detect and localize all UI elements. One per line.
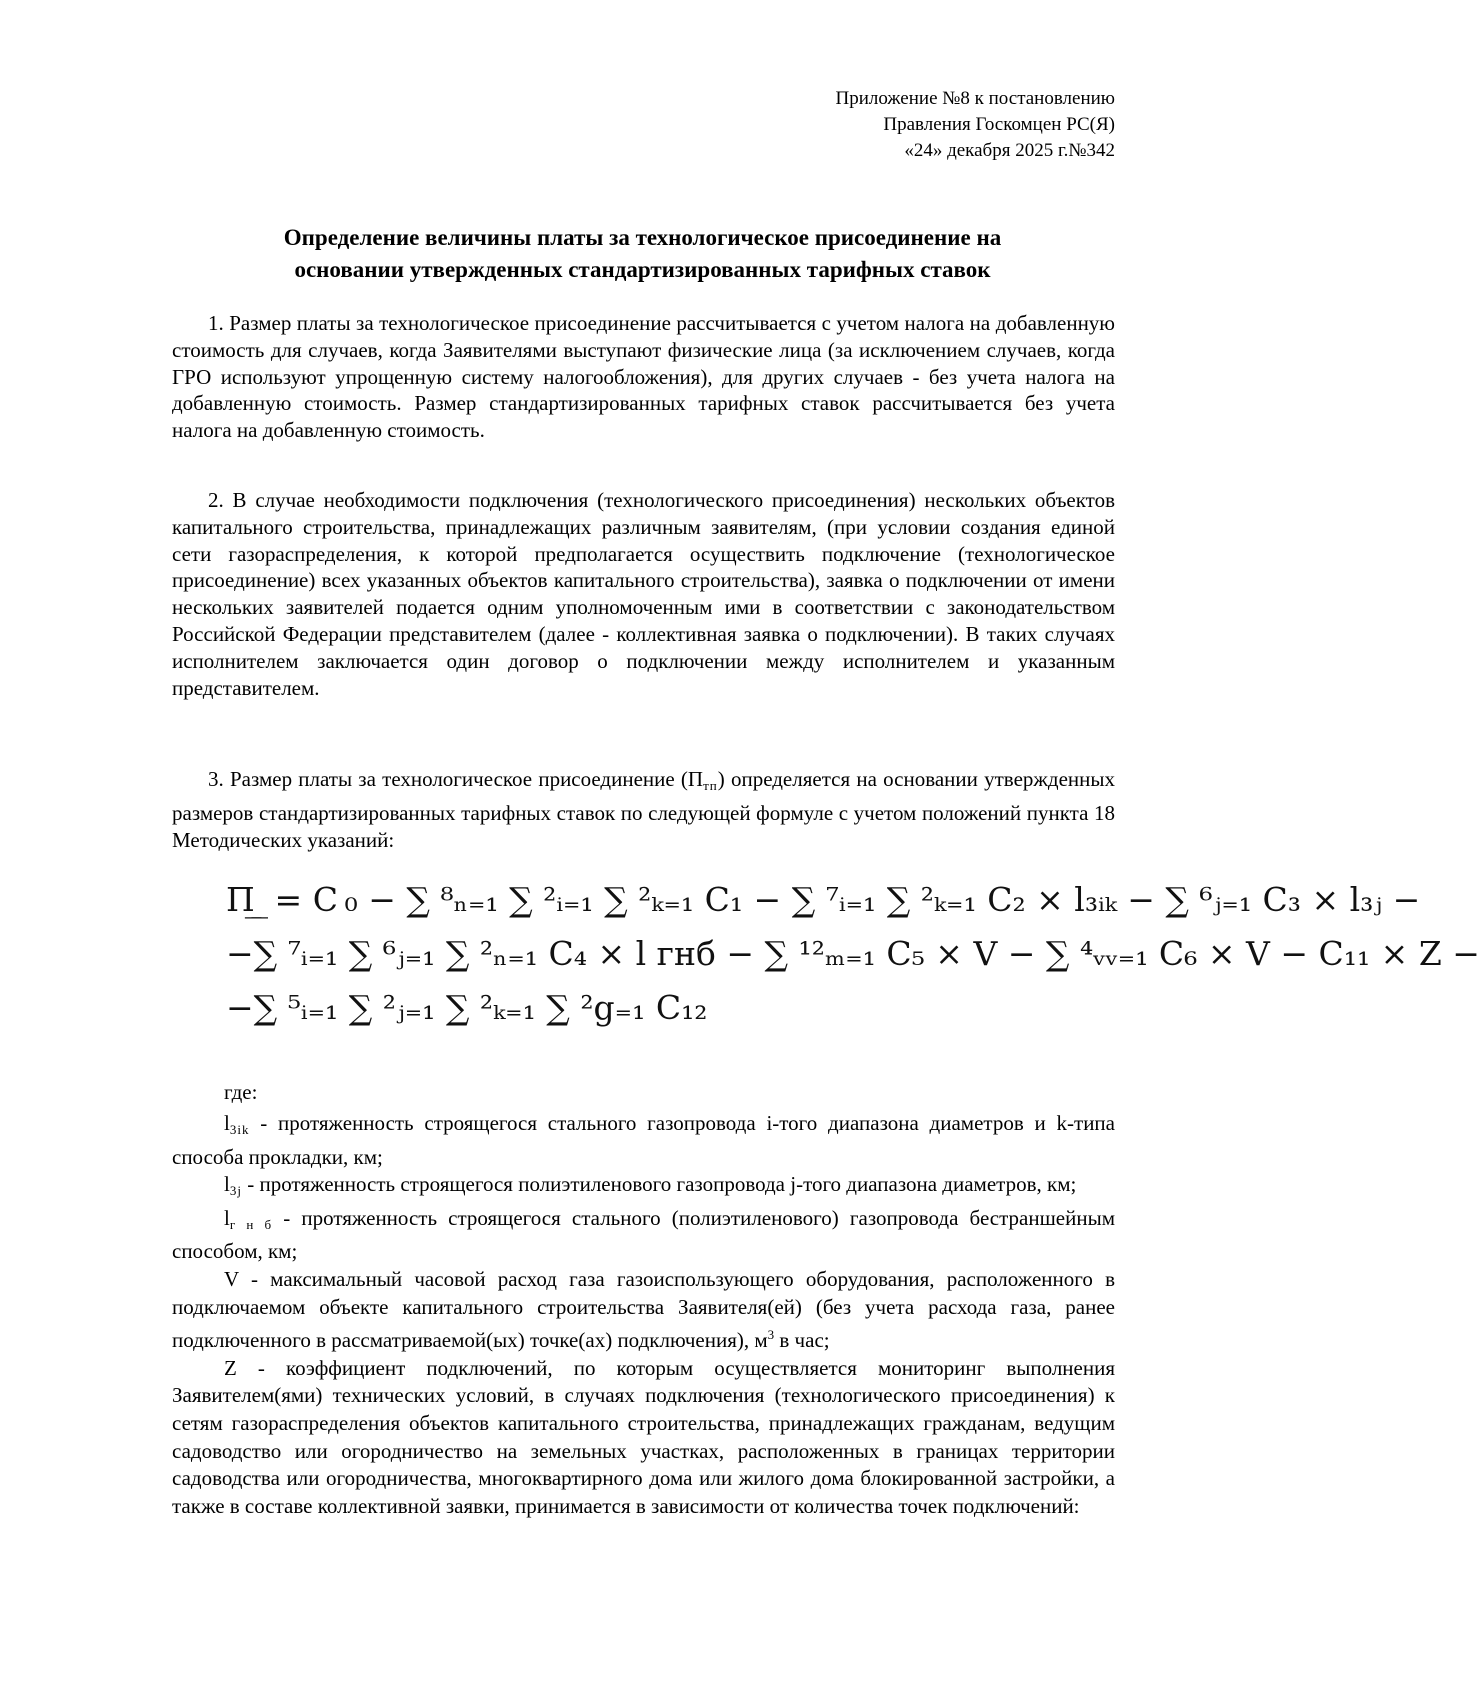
where-label: где: xyxy=(224,1080,258,1104)
definition-l3j-text: - протяженность строящегося полиэтиленового газопровода j-того диапазона диаметров, км; xyxy=(241,1172,1077,1197)
formula-line-1: П ̲ ̲ = C ₀ − ∑ ⁸ₙ₌₁ ∑ ²ᵢ₌₁ ∑ ²ₖ₌₁ C₁ − ∑ ⁷ᵢ₌₁ ∑ ²ₖ₌₁ C₂ × l₃ᵢₖ − ∑ ⁶ⱼ₌₁ C₃ × l₃ⱼ − xyxy=(226,880,1421,919)
definition-lgnb-symbol: l xyxy=(224,1205,230,1230)
appendix-header xyxy=(555,86,1115,164)
section-2 xyxy=(172,487,1115,701)
definition-l3ik xyxy=(172,1110,1115,1171)
definition-z xyxy=(172,1355,1115,1521)
definition-l3ik-text: - протяженность строящегося стального газопровода i-того диапазона диаметров и k-типа способа прокладки, км; xyxy=(172,1111,1115,1169)
definition-l3ik-subscript: 3ik xyxy=(229,1122,250,1137)
definition-l3ik-symbol: l xyxy=(224,1111,230,1135)
definition-v xyxy=(172,1266,1115,1355)
section-3-text-end: ) определяется на основании утвержденных размеров стандартизированных тарифных ставок по следующей формуле с учетом положений пункта 18 Методических указаний: xyxy=(172,767,1115,852)
title-line-1: Определение величины платы за технологическое присоединение на xyxy=(283,225,1002,250)
definition-v-text: V - максимальный часовой расход газа газоиспользующего оборудования, расположенного в подключаемом объекте капитального строительства Заявителя(ей) (без учета расхода газа, ранее подключенного в рассматриваемой(ых) точке(ах) подключения), м xyxy=(172,1266,1115,1353)
header-line-1: Приложение №8 к постановлению xyxy=(835,88,1115,109)
definition-z-text: Z - коэффициент подключений, по которым осуществляется мониторинг выполнения Заявителем(ями) технических условий, в случаях подключения (технологического присоединения) к сетям газораспределения объектов капитального строительства, принадлежащих гражданам, ведущим садоводство или огородничество на земельных участках, расположенных в границах территории садоводства или огородничества, многоквартирного дома или жилого дома блокированной застройки, а также в составе коллективной заявки, принимается в зависимости от количества точек подключений: xyxy=(172,1355,1115,1518)
header-line-2: Правления Госкомцен РС(Я) xyxy=(883,114,1115,135)
fee-formula xyxy=(226,874,1480,1036)
section-2-text: 2. В случае необходимости подключения (технологического присоединения) нескольких объектов капитального строительства, принадлежащих различным заявителям, (при условии создания единой сети газораспределения, к которой предполагается осуществить подключение (технологическое присоединение) всех указанных объектов капитального строительства), заявка о подключении от имени нескольких заявителей подается одним уполномоченным ими в соответствии с законодательством Российской Федерации представителем (далее - коллективная заявка о подключении). В таких случаях исполнителем заключается один договор о подключении между исполнителем и указанным представителем. xyxy=(172,488,1115,700)
formula-line-2: −∑ ⁷ᵢ₌₁ ∑ ⁶ⱼ₌₁ ∑ ²ₙ₌₁ C₄ × l гнб − ∑ ¹²ₘ₌₁ C₅ × V − ∑ ⁴ᵥᵥ₌₁ C₆ × V − C₁₁ × Z − xyxy=(226,934,1480,973)
definitions-list xyxy=(172,1110,1115,1520)
section-3-text-start: 3. Размер платы за технологическое присоединение (П xyxy=(208,767,704,791)
definition-lgnb-text: - протяженность строящегося стального (полиэтиленового) газопровода бестраншейным способом, км; xyxy=(172,1205,1115,1264)
formula-line-3: −∑ ⁵ᵢ₌₁ ∑ ²ⱼ₌₁ ∑ ²ₖ₌₁ ∑ ²g₌₁ C₁₂ xyxy=(226,988,708,1027)
definition-l3j-symbol: l xyxy=(224,1172,230,1197)
header-line-3: «24» декабря 2025 г.№342 xyxy=(904,140,1115,161)
section-3-text xyxy=(172,766,1115,853)
definition-l3j-subscript: 3j xyxy=(229,1183,242,1199)
section-3 xyxy=(172,766,1115,853)
definition-v-superscript: 3 xyxy=(767,1327,775,1343)
definition-l3j xyxy=(172,1171,1115,1205)
section-1-text: 1. Размер платы за технологическое присоединение рассчитывается с учетом налога на добавленную стоимость для случаев, когда Заявителями выступают физические лица (за исключением случаев, когда ГРО используют упрощенную систему налогообложения), для других случаев - без учета налога на добавленную стоимость. Размер стандартизированных тарифных ставок рассчитывается без учета налога на добавленную стоимость. xyxy=(172,311,1115,443)
title-line-2: основании утвержденных стандартизированных тарифных ставок xyxy=(294,257,991,282)
definition-lgnb xyxy=(172,1205,1115,1266)
document-title xyxy=(170,222,1115,286)
definition-lgnb-subscript: г н б xyxy=(229,1216,273,1232)
section-3-subscript: тп xyxy=(703,778,718,793)
section-1 xyxy=(172,310,1115,444)
definition-v-end: в час; xyxy=(774,1328,830,1353)
